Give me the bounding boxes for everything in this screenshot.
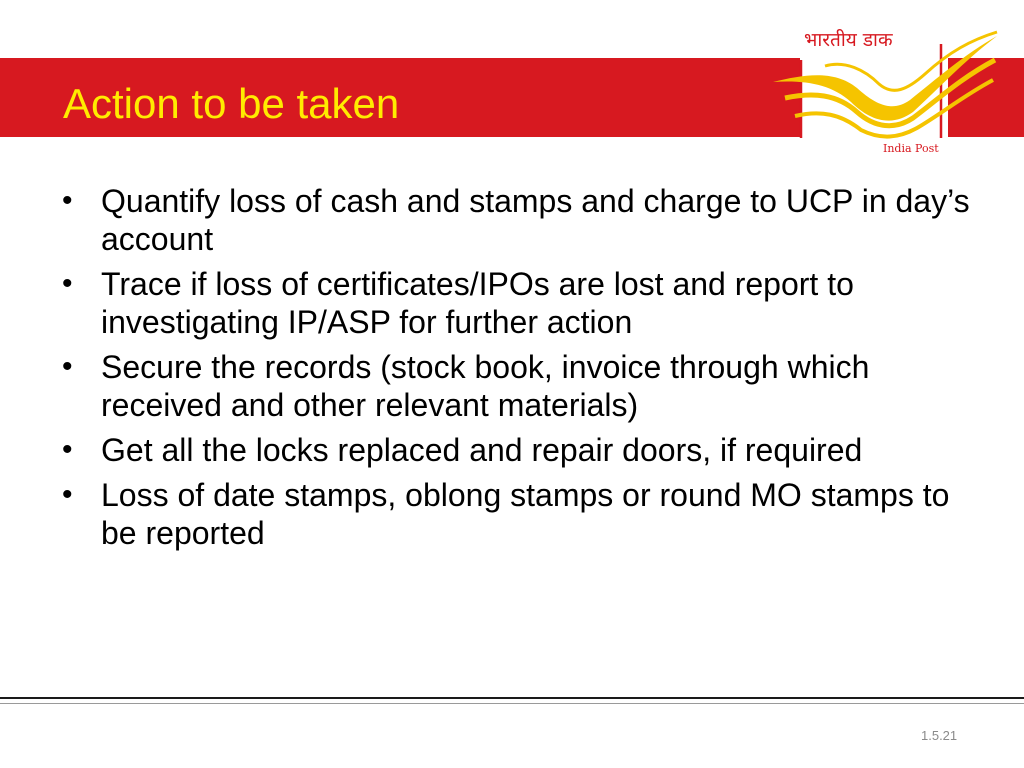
bullet-text: Trace if loss of certificates/IPOs are lost and report to investigating IP/ASP for further action — [101, 266, 854, 340]
bullet-text: Loss of date stamps, oblong stamps or round MO stamps to be reported — [101, 477, 950, 551]
india-post-logo-icon — [765, 30, 1000, 140]
bullet-item — [60, 431, 970, 469]
bullet-item — [60, 265, 970, 341]
bullet-item — [60, 476, 970, 552]
bullet-item — [60, 182, 970, 258]
bullet-icon: • — [62, 478, 73, 511]
footer-divider-thin — [0, 703, 1024, 704]
bullet-item — [60, 348, 970, 424]
bullet-icon: • — [62, 184, 73, 217]
slide-number: 1.5.21 — [921, 728, 958, 743]
bullet-text: Secure the records (stock book, invoice through which received and other relevant materials) — [101, 349, 870, 423]
bullet-text: Quantify loss of cash and stamps and charge to UCP in day’s account — [101, 183, 970, 257]
slide-title: Action to be taken — [63, 80, 400, 127]
footer-divider — [0, 697, 1024, 699]
bullet-icon: • — [62, 267, 73, 300]
bullet-icon: • — [62, 350, 73, 383]
bullet-text: Get all the locks replaced and repair doors, if required — [101, 432, 863, 468]
bullet-icon: • — [62, 433, 73, 466]
logo-english-text: India Post — [883, 142, 939, 155]
logo-hindi-text: भारतीय डाक — [804, 29, 893, 51]
bullet-list — [60, 182, 970, 559]
